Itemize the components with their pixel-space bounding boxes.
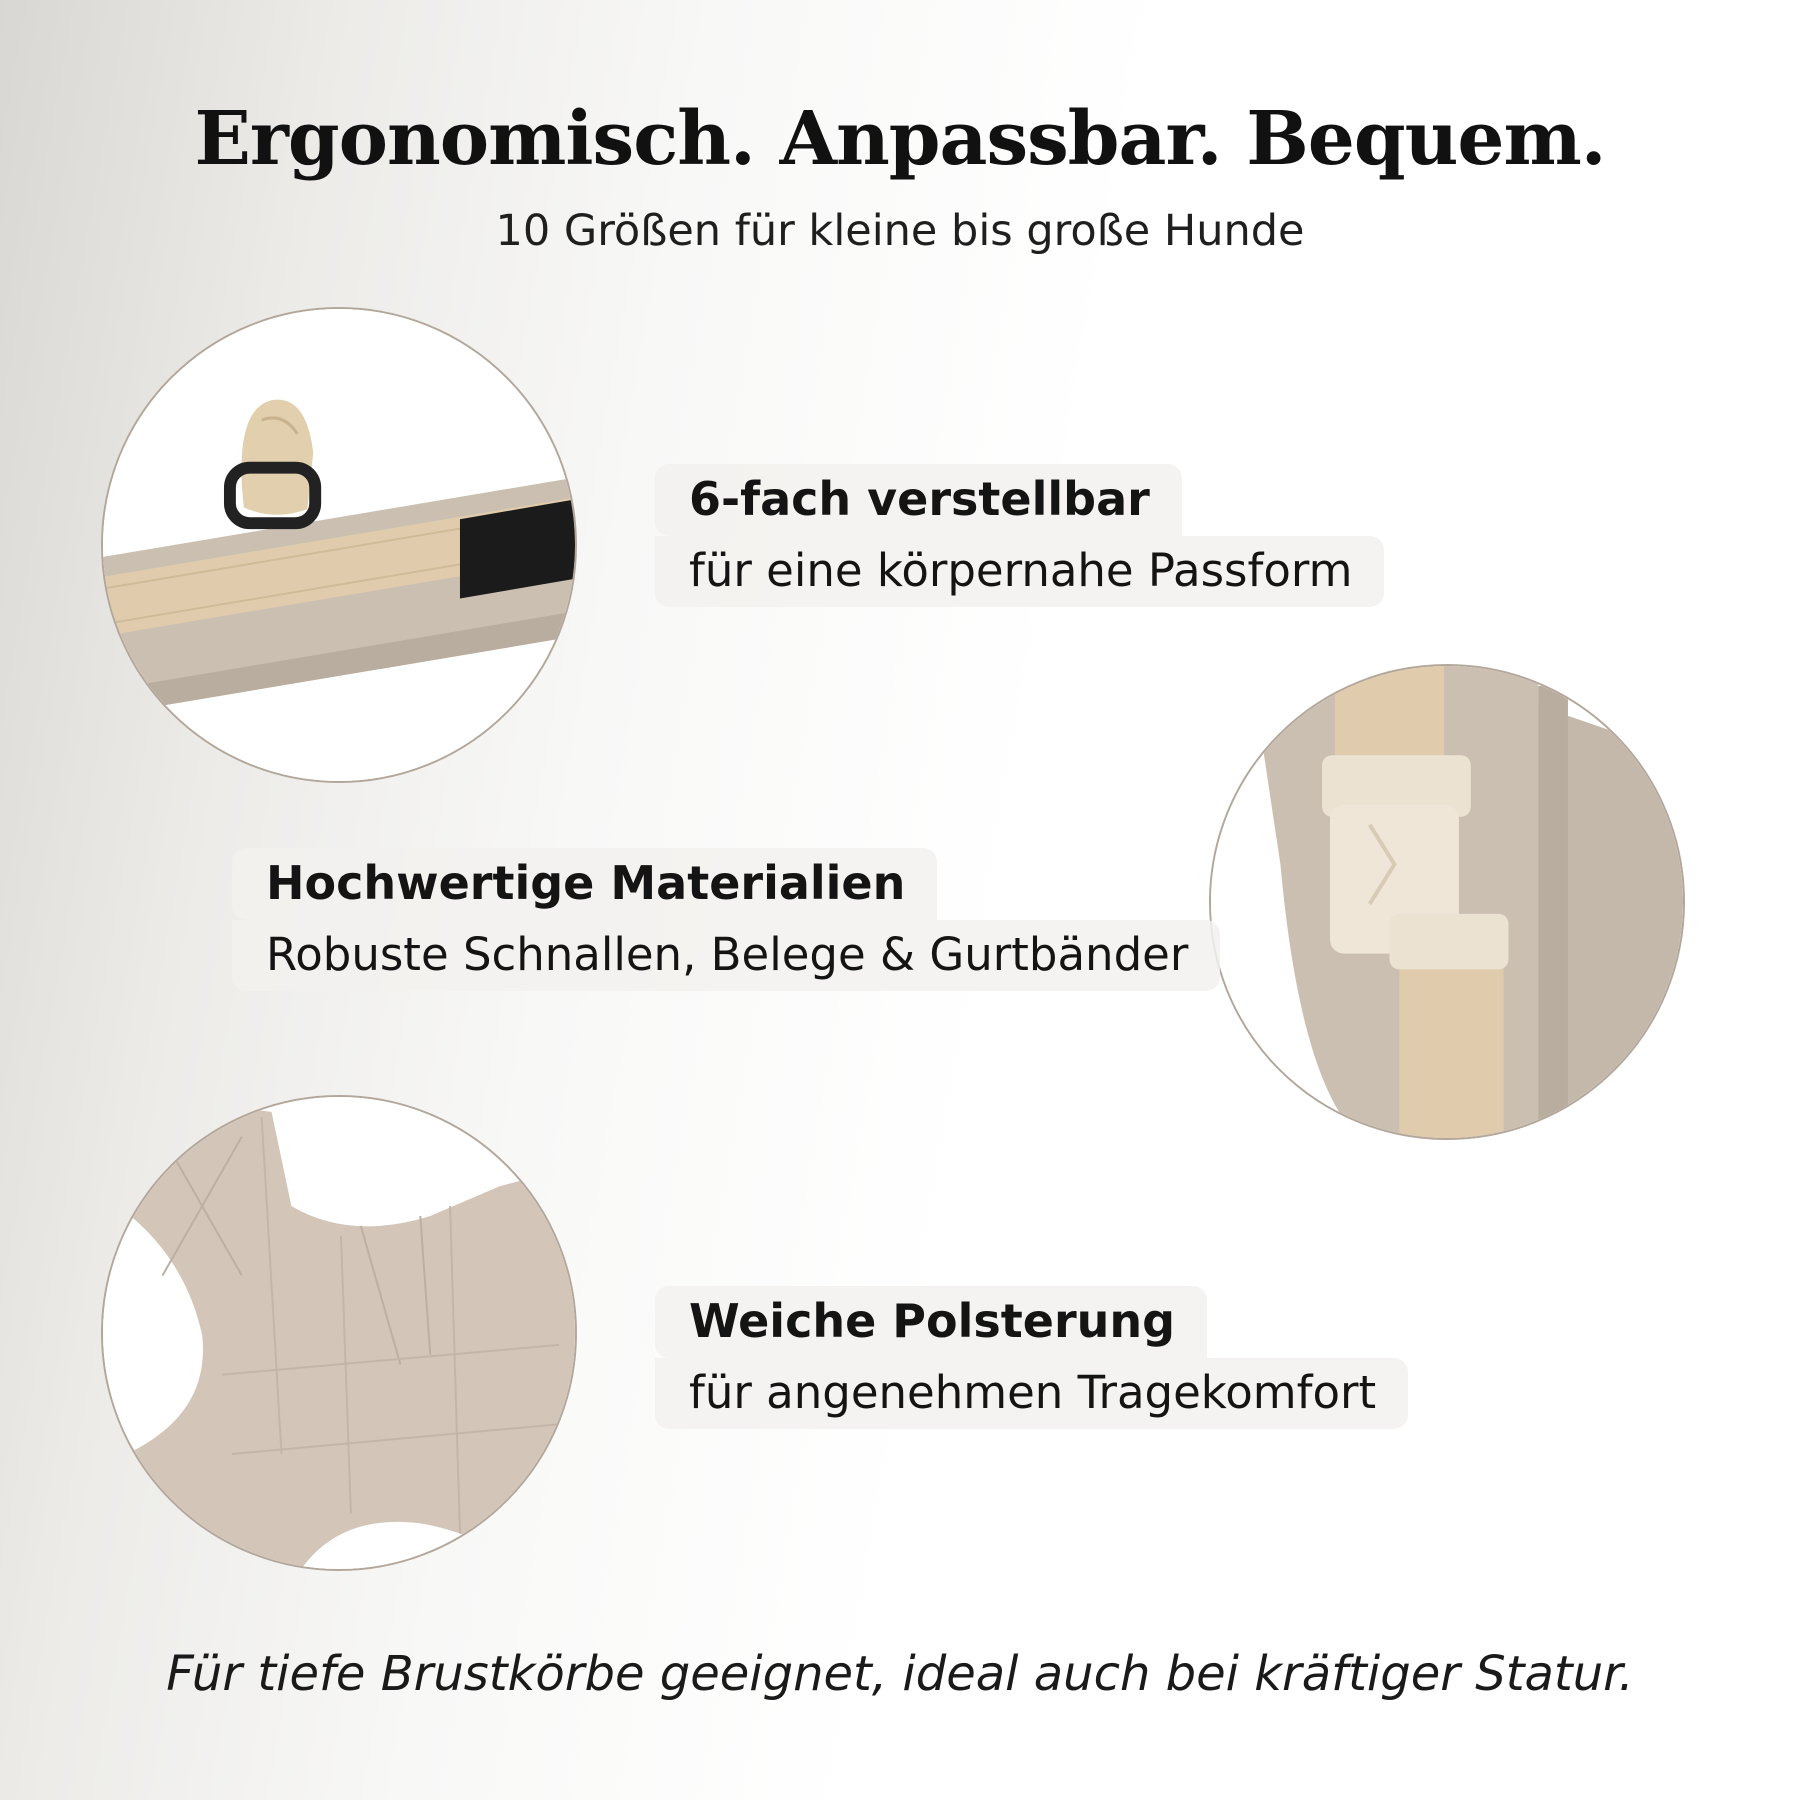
feature-padding [655, 1286, 1408, 1429]
feature-title: 6-fach verstellbar [655, 464, 1182, 536]
feature-adjustable [655, 464, 1384, 607]
footer-note: Für tiefe Brustkörbe geeignet, ideal auch bei kräftiger Statur. [166, 1646, 1634, 1702]
subheadline: 10 Größen für kleine bis große Hunde [495, 206, 1305, 256]
feature-description: Robuste Schnallen, Belege & Gurtbänder [232, 920, 1220, 991]
padded-harness-photo [101, 1095, 577, 1571]
feature-description: für eine körpernahe Passform [655, 536, 1384, 607]
feature-title: Hochwertige Materialien [232, 848, 937, 920]
feature-title: Weiche Polsterung [655, 1286, 1207, 1358]
adjustable-strap-photo [101, 307, 577, 783]
feature-materials [232, 848, 1220, 991]
buckle-photo [1209, 664, 1685, 1140]
headline: Ergonomisch. Anpassbar. Bequem. [194, 96, 1606, 182]
feature-description: für angenehmen Tragekomfort [655, 1358, 1408, 1429]
